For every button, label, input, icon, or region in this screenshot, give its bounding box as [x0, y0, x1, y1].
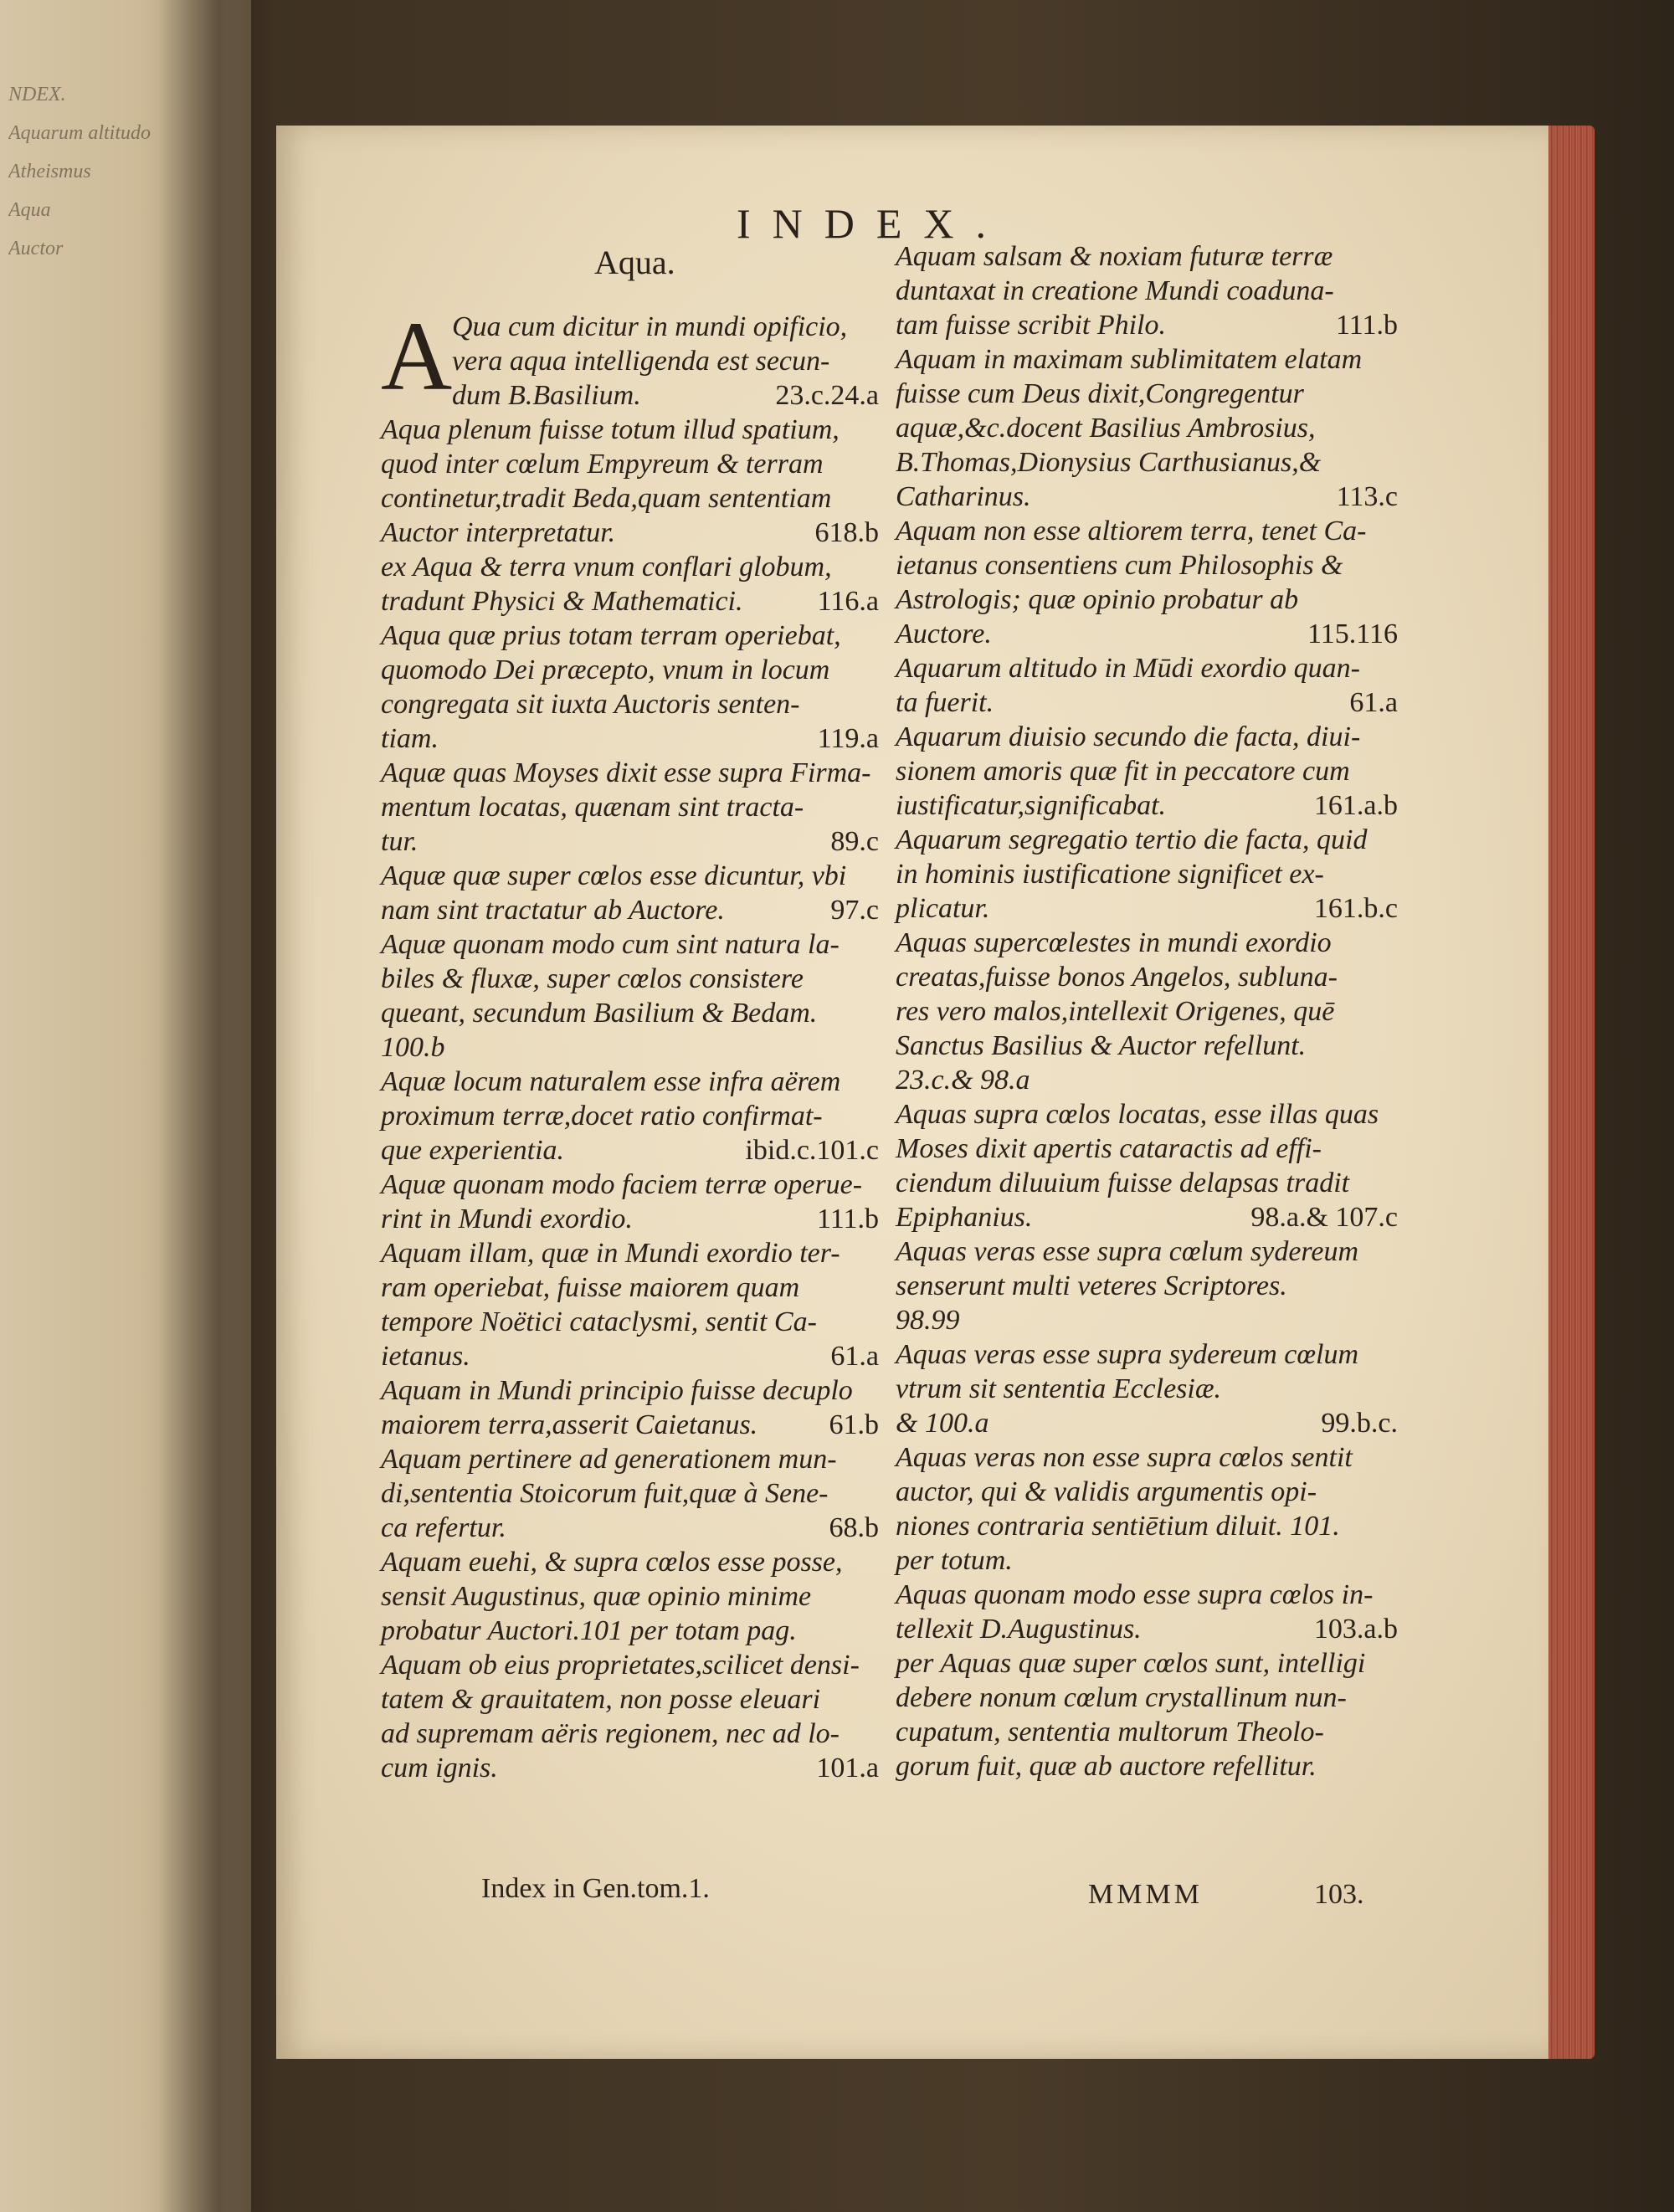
page-reference: 161.a.b [1313, 790, 1398, 821]
entry-line: 98.99 [896, 1305, 960, 1336]
left-page-line: NDEX. [8, 84, 66, 105]
entry-line: cupatum, sententia multorum Theolo- [896, 1717, 1324, 1748]
entry-line: 89.c tur. [381, 826, 879, 857]
entry-line: Aquas quonam modo esse supra cœlos in- [896, 1579, 1374, 1610]
entry-line: Moses dixit apertis cataractis ad effi- [896, 1133, 1322, 1164]
page-reference: 618.b [814, 517, 879, 548]
book-gutter [159, 0, 276, 2212]
index-entry [896, 823, 1398, 926]
left-index-column [381, 239, 879, 1785]
entry-line: debere nonum cœlum crystallinum nun- [896, 1682, 1347, 1713]
page-reference: 101.a [816, 1753, 879, 1783]
entry-line: B.Thomas,Dionysius Carthusianus,& [896, 447, 1322, 478]
entry-line: 61.a ietanus. [381, 1341, 879, 1372]
index-entry [896, 1337, 1398, 1440]
left-page-line: Atheismus [8, 161, 91, 182]
index-entry [896, 514, 1398, 651]
entry-line: Aquas veras esse supra cœlum sydereum [896, 1236, 1359, 1267]
entry-line: 97.c nam sint tractatur ab Auctore. [381, 895, 879, 926]
entry-line: res vero malos,intellexit Origenes, quē [896, 996, 1335, 1027]
entry-line: Aqua plenum fuisse totum illud spatium, [381, 414, 840, 445]
entry-line: Aquas veras non esse supra cœlos sentit [896, 1442, 1353, 1473]
page-reference: 99.b.c. [1321, 1408, 1398, 1439]
index-entry [896, 1578, 1398, 1646]
entry-line: 68.b ca refertur. [381, 1512, 879, 1543]
entry-line: gorum fuit, quæ ab auctore refellitur. [896, 1751, 1317, 1782]
entry-line: fuisse cum Deus dixit,Congregentur [896, 378, 1304, 409]
entry-line: Aquas veras esse supra sydereum cœlum [896, 1339, 1359, 1370]
entry-line: Aqua quæ prius totam terram operiebat, [381, 620, 841, 651]
entry-line: 111.b tam fuisse scribit Philo. [896, 310, 1398, 341]
entry-line: sionem amoris quæ fit in peccatore cum [896, 756, 1350, 787]
index-entry [381, 859, 879, 927]
page-reference: 161.b.c [1313, 893, 1398, 924]
page-reference: 61.b [829, 1409, 879, 1440]
entry-line: Aquam euehi, & supra cœlos esse posse, [381, 1547, 843, 1578]
entry-line: biles & fluxæ, super cœlos consistere [381, 963, 804, 994]
entry-line: Aquas supercœlestes in mundi exordio [896, 927, 1332, 958]
index-entry [381, 1236, 879, 1373]
entry-line: senserunt multi veteres Scriptores. [896, 1270, 1287, 1301]
section-title: Aqua. [594, 244, 675, 281]
entry-line: vera aqua intelligenda est secun- [452, 346, 830, 377]
entry-line: ciendum diluuium fuisse delapsas tradit [896, 1168, 1350, 1198]
entry-line: Aquam illam, quæ in Mundi exordio ter- [381, 1238, 840, 1269]
entry-line: quod inter cœlum Empyreum & terram [381, 449, 824, 480]
index-entry [896, 1646, 1398, 1783]
page-reference: 89.c [830, 826, 879, 857]
entry-line: 103.a.b tellexit D.Augustinus. [896, 1614, 1398, 1645]
entry-line: ex Aqua & terra vnum conflari globum, [381, 552, 832, 583]
entry-line: 116.a tradunt Physici & Mathematici. [381, 586, 879, 617]
entry-line: per totum. [896, 1545, 1013, 1576]
index-entry [381, 1168, 879, 1236]
index-entry [896, 239, 1398, 342]
entry-line: 119.a tiam. [381, 723, 879, 754]
index-entry [381, 927, 879, 1065]
index-entry [381, 1545, 879, 1648]
entry-line: 100.b [381, 1032, 445, 1063]
entry-line: creatas,fuisse bonos Angelos, subluna- [896, 962, 1338, 993]
entry-line: continetur,tradit Beda,quam sententiam [381, 483, 832, 514]
entry-line: Aquæ quæ super cœlos esse dicuntur, vbi [381, 860, 847, 891]
page-reference: 111.b [1336, 310, 1398, 341]
entry-line: 101.a cum ignis. [381, 1753, 879, 1783]
entry-line: Aquæ quas Moyses dixit esse supra Firma- [381, 757, 871, 788]
entry-line: 115.116 Auctore. [896, 618, 1398, 649]
right-index-column [896, 239, 1398, 1783]
entry-line: Aquam pertinere ad generationem mun- [381, 1444, 837, 1475]
entry-line: Aquæ locum naturalem esse infra aërem [381, 1066, 841, 1097]
entry-line: quomodo Dei præcepto, vnum in locum [381, 654, 830, 685]
page-reference: 111.b [817, 1204, 879, 1234]
entry-line: in hominis iustificatione significet ex- [896, 859, 1324, 890]
page-reference: ibid.c.101.c [745, 1135, 879, 1166]
entry-line: niones contraria sentiētium diluit. 101. [896, 1511, 1340, 1542]
index-entry [381, 550, 879, 618]
index-entry [381, 1442, 879, 1545]
index-entry [896, 1234, 1398, 1337]
entry-line: Aquas supra cœlos locatas, esse illas quas [896, 1099, 1379, 1130]
entry-line: ram operiebat, fuisse maiorem quam [381, 1272, 800, 1303]
entry-line: 61.b maiorem terra,asserit Caietanus. [381, 1409, 879, 1440]
running-head: INDEX. [737, 200, 1009, 247]
index-entry [896, 342, 1398, 514]
page-reference: 97.c [830, 895, 879, 926]
entry-line: ietanus consentiens cum Philosophis & [896, 550, 1343, 581]
index-entry [381, 413, 879, 550]
index-entry [896, 1440, 1398, 1578]
entry-line: aquæ,&c.docent Basilius Ambrosius, [896, 413, 1316, 444]
entry-line: auctor, qui & validis argumentis opi- [896, 1476, 1317, 1507]
entry-line: Aquam in maximam sublimitatem elatam [896, 344, 1363, 375]
entry-line: 61.a ta fuerit. [896, 687, 1398, 718]
page-reference: 61.a [1349, 687, 1398, 718]
entry-line: Aquæ quonam modo cum sint natura la- [381, 929, 840, 960]
entry-line: duntaxat in creatione Mundi coaduna- [896, 275, 1334, 306]
left-page-line: Aqua [8, 199, 51, 221]
entry-line: tatem & grauitatem, non posse eleuari [381, 1684, 821, 1715]
index-entry [381, 1373, 879, 1442]
page-reference: 61.a [830, 1341, 879, 1372]
left-page-line: Auctor [8, 238, 64, 259]
entry-line: probatur Auctori.101 per totam pag. [381, 1615, 797, 1646]
entry-line: congregata sit iuxta Auctoris senten- [381, 689, 800, 720]
entry-line: Aquarum segregatio tertio die facta, quid [896, 824, 1368, 855]
index-entry [896, 651, 1398, 720]
index-entry [381, 1065, 879, 1168]
index-entry [896, 1097, 1398, 1234]
index-entry [381, 1648, 879, 1785]
entry-line: Aquam in Mundi principio fuisse decuplo [381, 1375, 853, 1406]
entry-line: Aquarum altitudo in Mūdi exordio quan- [896, 653, 1360, 684]
entry-line: 161.b.c plicatur. [896, 893, 1398, 924]
page-reference: 103.a.b [1313, 1614, 1398, 1645]
page-reference: 119.a [817, 723, 879, 754]
entry-line: proximum terræ,docet ratio confirmat- [381, 1101, 823, 1132]
entry-line: Aquam ob eius proprietates,scilicet densi- [381, 1650, 860, 1681]
index-entry [381, 301, 879, 413]
entry-line: 99.b.c. & 100.a [896, 1408, 1398, 1439]
entry-line: 111.b rint in Mundi exordio. [381, 1204, 879, 1234]
page-reference: 68.b [829, 1512, 879, 1543]
entry-line: 23.c.& 98.a [896, 1065, 1030, 1096]
entry-line: ibid.c.101.c que experientia. [381, 1135, 879, 1166]
index-entry [896, 926, 1398, 1097]
index-entry [896, 720, 1398, 823]
entry-line: Aquæ quonam modo faciem terræ operue- [381, 1169, 863, 1200]
entry-line: Aquam salsam & noxiam futuræ terræ [896, 241, 1333, 272]
entry-line: ad supremam aëris regionem, nec ad lo- [381, 1718, 840, 1749]
drop-capital: A [381, 301, 453, 411]
page-number: 103. [1314, 1879, 1364, 1910]
entry-line: sensit Augustinus, quæ opinio minime [381, 1581, 812, 1612]
entry-line: per Aquas quæ super cœlos sunt, intelligi [896, 1648, 1366, 1679]
entry-line: tempore Noëtici cataclysmi, sentit Ca- [381, 1306, 817, 1337]
entry-line: di,sententia Stoicorum fuit,quæ à Sene- [381, 1478, 829, 1509]
entry-line: vtrum sit sententia Ecclesiæ. [896, 1373, 1222, 1404]
entry-line: 618.b Auctor interpretatur. [381, 517, 879, 548]
entry-line: Aquam non esse altiorem terra, tenet Ca- [896, 516, 1367, 547]
page-reference: 116.a [817, 586, 879, 617]
index-entry [381, 756, 879, 859]
signature-mark: MMMM [1088, 1879, 1203, 1910]
page-reference: 98.a.& 107.c [1250, 1202, 1398, 1233]
entry-line: Qua cum dicitur in mundi opificio, [452, 311, 848, 342]
index-entry [381, 618, 879, 756]
entry-line: 23.c.24.a dum B.Basilium. [452, 380, 879, 411]
page-reference: 115.116 [1307, 618, 1398, 649]
entry-line: Astrologis; quæ opinio probatur ab [896, 584, 1299, 615]
entry-line: Aquarum diuisio secundo die facta, diui- [896, 721, 1361, 752]
entry-line: 161.a.b iustificatur,significabat. [896, 790, 1398, 821]
entry-line: 98.a.& 107.c Epiphanius. [896, 1202, 1398, 1233]
catchword: Index in Gen.tom.1. [481, 1873, 710, 1904]
entry-line: mentum locatas, quænam sint tracta- [381, 792, 804, 823]
entry-line: Sanctus Basilius & Auctor refellunt. [896, 1030, 1307, 1061]
page-reference: 23.c.24.a [775, 380, 879, 411]
entry-line: queant, secundum Basilium & Bedam. [381, 998, 818, 1029]
left-page-line: Aquarum altitudo [8, 122, 151, 144]
page-reference: 113.c [1336, 481, 1398, 512]
entry-line: 113.c Catharinus. [896, 481, 1398, 512]
